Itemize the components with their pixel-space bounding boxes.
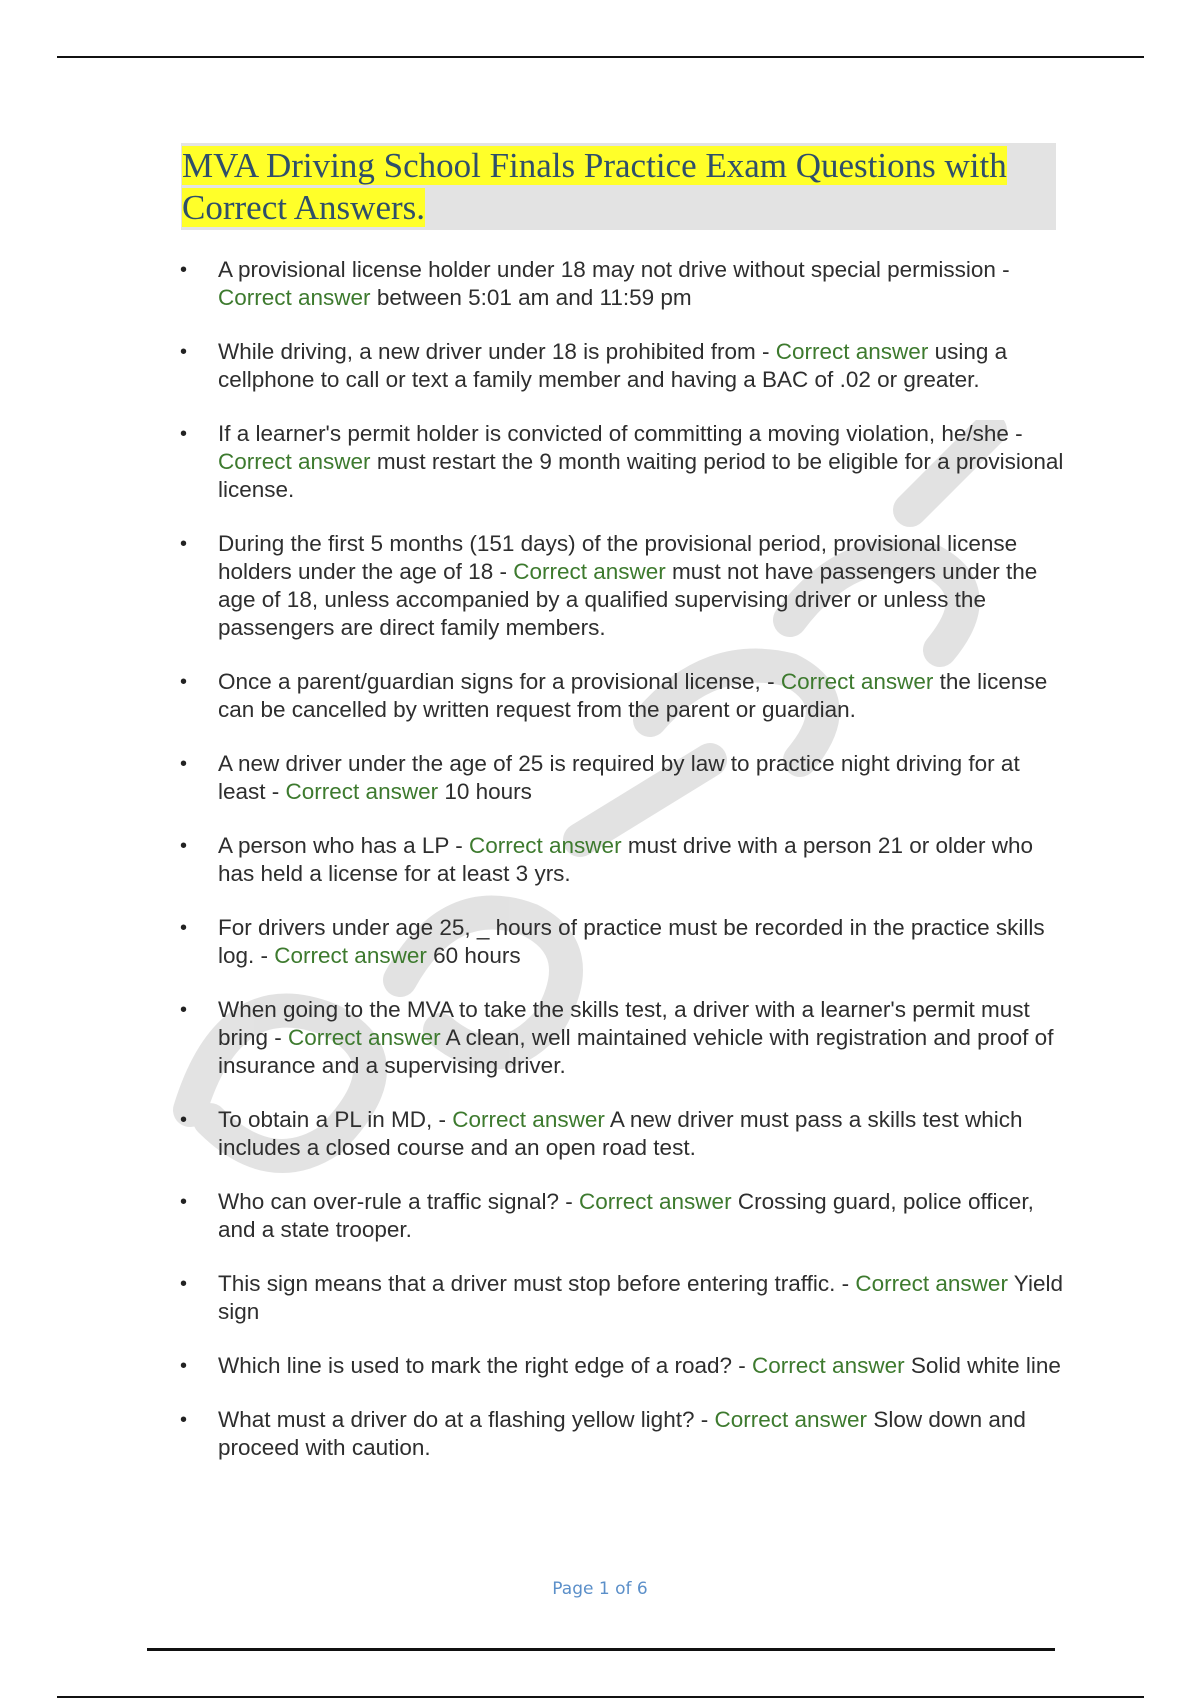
bullet-icon: • (180, 423, 188, 445)
bullet-icon: • (180, 1355, 188, 1377)
qa-item (180, 1188, 1070, 1244)
qa-item (180, 256, 1070, 312)
answer-text: A clean, well maintained vehicle with registration and proof of insurance and a supervising driver. (218, 1025, 1054, 1078)
qa-item (180, 832, 1070, 888)
bullet-icon: • (180, 917, 188, 939)
qa-item (180, 1106, 1070, 1162)
question-text: Which line is used to mark the right edge of a road? - (218, 1353, 746, 1378)
bullet-icon: • (180, 671, 188, 693)
document-title (182, 145, 1052, 229)
bullet-icon: • (180, 1191, 188, 1213)
answer-label: Correct answer (780, 669, 934, 694)
question-text: If a learner's permit holder is convicted of committing a moving violation, he/she - (218, 421, 1023, 446)
bullet-icon: • (180, 341, 188, 363)
bullet-icon: • (180, 1273, 188, 1295)
bullet-icon: • (180, 1109, 188, 1131)
question-text: To obtain a PL in MD, - (218, 1107, 447, 1132)
answer-label: Correct answer (775, 339, 929, 364)
answer-text: Slow down and proceed with caution. (218, 1407, 1026, 1460)
answer-label: Correct answer (288, 1025, 441, 1050)
answer-label: Correct answer (452, 1107, 605, 1132)
answer-label: Correct answer (285, 779, 439, 804)
answer-text: Yield sign (218, 1271, 1063, 1324)
question-text: Who can over-rule a traffic signal? - (218, 1189, 573, 1214)
answer-text: must not have passengers under the age of 18, unless accompanied by a qualified supervising driver or unless the passengers are direct family members. (218, 559, 1038, 640)
question-text: During the first 5 months (151 days) of the provisional period, provisional license holders under the age of 18 - (218, 531, 1018, 584)
question-text: A provisional license holder under 18 may not drive without special permission - (218, 257, 1010, 282)
answer-text: the license can be cancelled by written request from the parent or guardian. (218, 669, 1048, 722)
answer-label: Correct answer (469, 833, 622, 858)
qa-item (180, 914, 1070, 970)
answer-text: between 5:01 am and 11:59 pm (376, 285, 692, 310)
answer-label: Correct answer (714, 1407, 868, 1432)
footer-rule (147, 1648, 1055, 1651)
answer-label: Correct answer (274, 943, 427, 968)
qa-item (180, 530, 1070, 642)
bullet-icon: • (180, 533, 188, 555)
qa-item (180, 338, 1070, 394)
qa-item (180, 750, 1070, 806)
answer-text: A new driver must pass a skills test which includes a closed course and an open road test. (218, 1107, 1023, 1160)
page-number: Page 1 of 6 (552, 1579, 648, 1599)
qa-item (180, 1270, 1070, 1326)
question-text: What must a driver do at a flashing yellow light? - (218, 1407, 709, 1432)
question-text: Once a parent/guardian signs for a provisional license, - (218, 669, 775, 694)
answer-label: Correct answer (218, 449, 371, 474)
answer-text: 60 hours (433, 943, 521, 968)
answer-label: Correct answer (855, 1271, 1008, 1296)
question-text: When going to the MVA to take the skills test, a driver with a learner's permit must bring - (218, 997, 1030, 1050)
question-text: While driving, a new driver under 18 is prohibited from - (218, 339, 770, 364)
question-text: This sign means that a driver must stop before entering traffic. - (218, 1271, 850, 1296)
answer-text: must drive with a person 21 or older who has held a license for at least 3 yrs. (218, 833, 1034, 886)
answer-text: using a cellphone to call or text a family member and having a BAC of .02 or greater. (218, 339, 1008, 392)
answer-label: Correct answer (513, 559, 666, 584)
qa-item (180, 668, 1070, 724)
qa-item (180, 420, 1070, 504)
question-text: For drivers under age 25, _ hours of practice must be recorded in the practice skills log. - (218, 915, 1045, 968)
bullet-icon: • (180, 1409, 188, 1431)
qa-item (180, 996, 1070, 1080)
answer-text: Solid white line (910, 1353, 1061, 1378)
bullet-icon: • (180, 999, 188, 1021)
page-bottom-rule (57, 1696, 1144, 1698)
answer-text: 10 hours (444, 779, 532, 804)
qa-item (180, 1406, 1070, 1462)
title-highlight: MVA Driving School Finals Practice Exam Questions with Correct Answers. (182, 146, 1007, 227)
answer-label: Correct answer (752, 1353, 905, 1378)
bullet-icon: • (180, 259, 188, 281)
question-text: A person who has a LP - (218, 833, 463, 858)
qa-item (180, 1352, 1070, 1380)
bullet-icon: • (180, 835, 188, 857)
bullet-icon: • (180, 753, 188, 775)
qa-list (180, 256, 1070, 1462)
answer-text: Crossing guard, police officer, and a state trooper. (218, 1189, 1034, 1242)
answer-label: Correct answer (218, 285, 371, 310)
question-text: A new driver under the age of 25 is required by law to practice night driving for at least - (218, 751, 1020, 804)
answer-text: must restart the 9 month waiting period to be eligible for a provisional license. (218, 449, 1064, 502)
answer-label: Correct answer (579, 1189, 732, 1214)
header-rule (57, 56, 1144, 58)
